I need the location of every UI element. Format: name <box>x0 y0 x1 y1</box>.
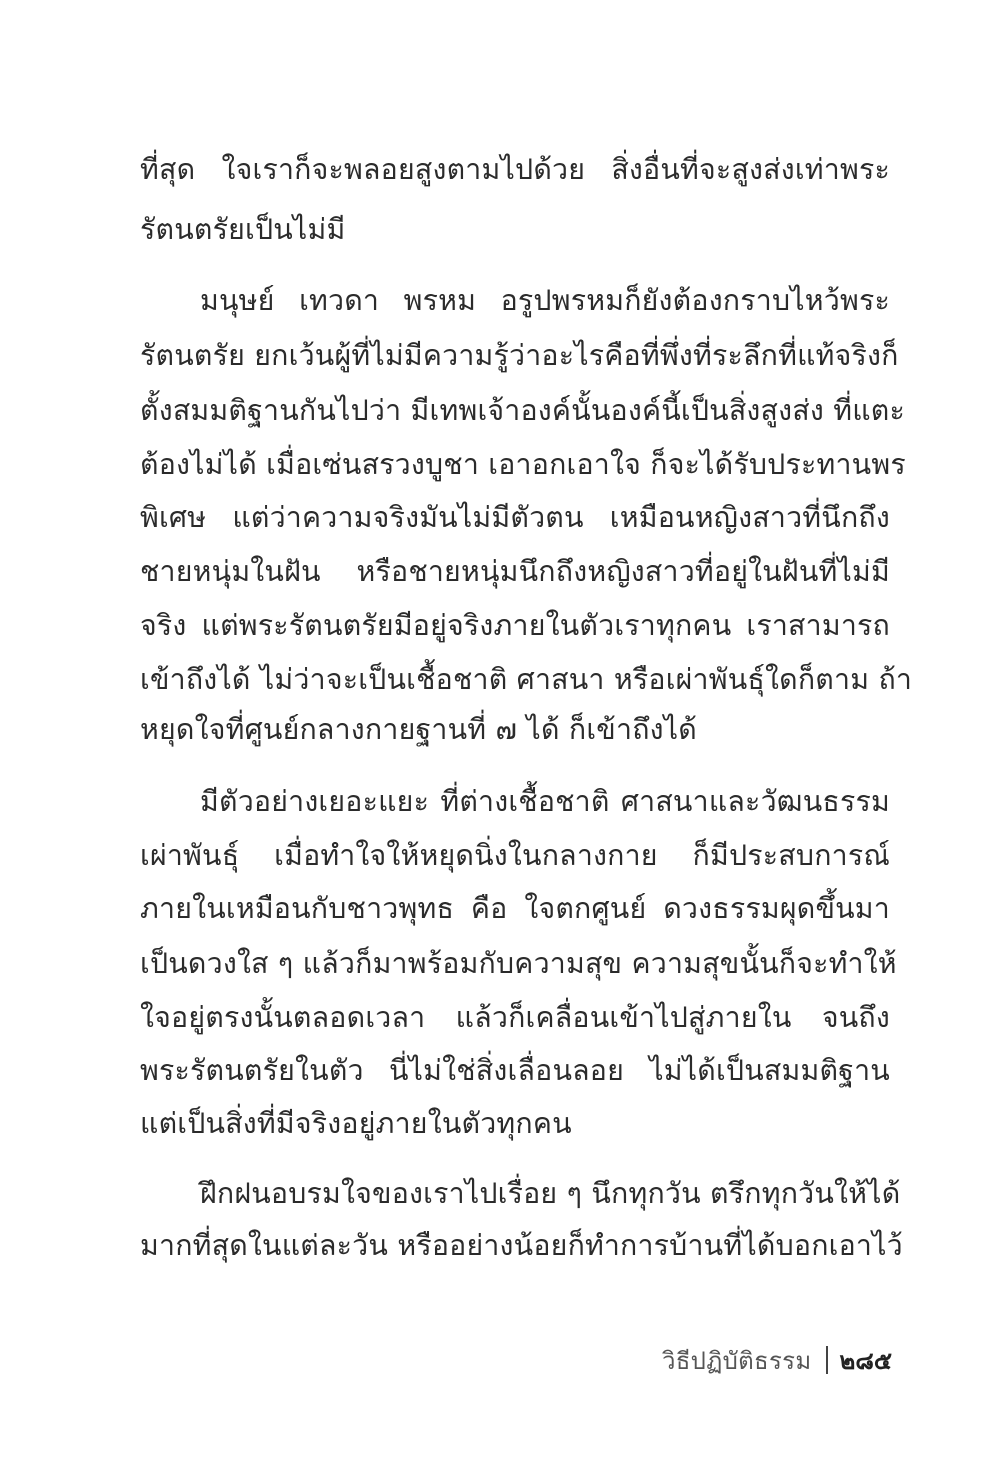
text-line: มากที่สุดในแต่ละวัน หรืออย่างน้อยก็ทำการบ้านที่ได้บอกเอาไว้ <box>140 1229 903 1262</box>
text-line: มีตัวอย่างเยอะแยะ ที่ต่างเชื้อชาติ ศาสนาและวัฒนธรรม <box>200 785 890 818</box>
text-line: ภายในเหมือนกับชาวพุทธ คือ ใจตกศูนย์ ดวงธรรมผุดขึ้นมา <box>140 892 890 925</box>
text-line: ตั้งสมมติฐานกันไปว่า มีเทพเจ้าองค์นั้นองค์นี้เป็นสิ่งสูงส่ง ที่แตะ <box>140 394 906 427</box>
book-title: วิธีปฏิบัติธรรม <box>661 1346 812 1375</box>
text-line: รัตนตรัยเป็นไม่มี <box>140 213 346 246</box>
footer-divider <box>826 1346 828 1374</box>
text-line: แต่เป็นสิ่งที่มีจริงอยู่ภายในตัวทุกคน <box>140 1107 572 1140</box>
text-line: มนุษย์ เทวดา พรหม อรูปพรหมก็ยังต้องกราบไหว้พระ <box>200 284 890 317</box>
text-line: ชายหนุ่มในฝัน หรือชายหนุ่มนึกถึงหญิงสาวที่อยู่ในฝันที่ไม่มี <box>140 555 890 588</box>
text-line: ต้องไม่ได้ เมื่อเซ่นสรวงบูชา เอาอกเอาใจ ก็จะได้รับประทานพร <box>140 448 906 481</box>
text-line: รัตนตรัย ยกเว้นผู้ที่ไม่มีความรู้ว่าอะไรคือที่พึ่งที่ระลึกที่แท้จริงก็ <box>140 339 899 372</box>
text-line: พระรัตนตรัยในตัว นี่ไม่ใช่สิ่งเลื่อนลอย ไม่ได้เป็นสมมติฐาน <box>140 1054 890 1087</box>
text-line: จริง แต่พระรัตนตรัยมีอยู่จริงภายในตัวเราทุกคน เราสามารถ <box>140 609 890 642</box>
text-line: ใจอยู่ตรงนั้นตลอดเวลา แล้วก็เคลื่อนเข้าไปสู่ภายใน จนถึง <box>140 1001 890 1034</box>
text-line: เผ่าพันธุ์ เมื่อทำใจให้หยุดนิ่งในกลางกาย ก็มีประสบการณ์ <box>140 839 890 872</box>
page-footer <box>662 1340 892 1380</box>
text-line: เข้าถึงได้ ไม่ว่าจะเป็นเชื้อชาติ ศาสนา หรือเผ่าพันธุ์ใดก็ตาม ถ้า <box>140 663 913 696</box>
page-number: ๒๘๕ <box>839 1346 892 1375</box>
text-line: ที่สุด ใจเราก็จะพลอยสูงตามไปด้วย สิ่งอื่นที่จะสูงส่งเท่าพระ <box>140 153 890 186</box>
text-line: หยุดใจที่ศูนย์กลางกายฐานที่ ๗ ได้ ก็เข้าถึงได้ <box>140 713 698 746</box>
text-line: ฝึกฝนอบรมใจของเราไปเรื่อย ๆ นึกทุกวัน ตรึกทุกวันให้ได้ <box>200 1177 901 1210</box>
text-line: พิเศษ แต่ว่าความจริงมันไม่มีตัวตน เหมือนหญิงสาวที่นึกถึง <box>140 501 890 534</box>
text-line: เป็นดวงใส ๆ แล้วก็มาพร้อมกับความสุข ความสุขนั้นก็จะทำให้ <box>140 947 897 980</box>
